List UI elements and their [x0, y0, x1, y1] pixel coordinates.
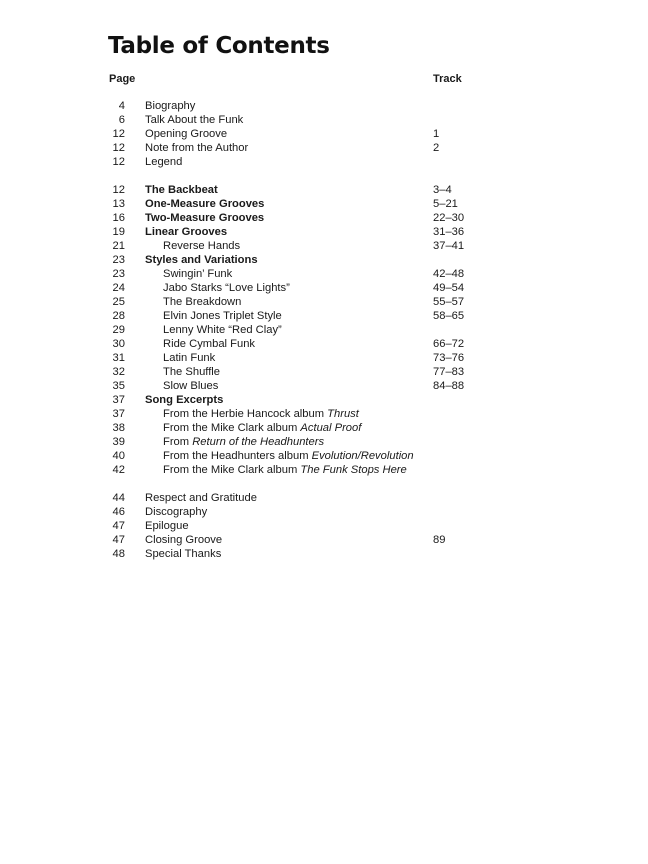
entry-page-number: 42 — [112, 464, 125, 476]
entry-title-text: Lenny White “Red Clay” — [163, 324, 282, 336]
entry-page-number: 39 — [112, 436, 125, 448]
entry-title — [145, 225, 227, 239]
entry-title-text: Styles and Variations — [145, 254, 258, 266]
toc-entry — [0, 491, 648, 505]
toc-entry — [0, 211, 648, 225]
entry-title-text: From the Mike Clark album — [163, 422, 301, 434]
entry-page-number: 31 — [112, 352, 125, 364]
entry-track-range: 77–83 — [433, 366, 465, 378]
page-title: Table of Contents — [108, 33, 330, 59]
entry-track-range: 49–54 — [433, 282, 465, 294]
toc-entry — [0, 449, 648, 463]
entry-title — [163, 295, 241, 309]
toc-entry — [0, 505, 648, 519]
entry-title-text: From the Headhunters album — [163, 450, 312, 462]
entry-page-number: 28 — [112, 310, 125, 322]
entry-title-text: Epilogue — [145, 520, 189, 532]
entry-track-range: 73–76 — [433, 352, 465, 364]
entry-track-range: 89 — [433, 534, 446, 546]
entry-album-title: Actual Proof — [300, 422, 362, 434]
contents-list — [0, 99, 648, 561]
entry-page-number: 23 — [112, 254, 125, 266]
entry-page-number: 37 — [112, 408, 125, 420]
entry-title-text: Two-Measure Grooves — [145, 212, 265, 224]
track-column-header: Track — [433, 73, 462, 85]
entry-track-range: 37–41 — [433, 240, 465, 252]
entry-title — [145, 197, 264, 211]
entry-page-number: 47 — [112, 534, 125, 546]
entry-page-number: 46 — [112, 506, 125, 518]
entry-title-text: Discography — [145, 506, 208, 518]
toc-entry — [0, 99, 648, 113]
toc-entry — [0, 533, 648, 547]
entry-title — [163, 365, 220, 379]
entry-track-range: 84–88 — [433, 380, 465, 392]
entry-page-number: 32 — [112, 366, 125, 378]
entry-track-range: 5–21 — [433, 198, 458, 210]
entry-track-range: 55–57 — [433, 296, 465, 308]
toc-entry — [0, 267, 648, 281]
entry-title — [145, 211, 264, 225]
entry-title — [163, 463, 407, 477]
entry-title-text: Jabo Starks “Love Lights” — [163, 282, 290, 294]
entry-title-text: Reverse Hands — [163, 240, 241, 252]
entry-title-text: Opening Groove — [145, 128, 228, 140]
toc-entry — [0, 113, 648, 127]
toc-entry — [0, 127, 648, 141]
entry-track-range: 58–65 — [433, 310, 465, 322]
entry-page-number: 21 — [112, 240, 125, 252]
entry-title — [145, 155, 182, 169]
entry-page-number: 24 — [112, 282, 125, 294]
entry-title-text: Closing Groove — [145, 534, 223, 546]
entry-page-number: 47 — [112, 520, 125, 532]
entry-title-text: Latin Funk — [163, 352, 216, 364]
toc-entry — [0, 435, 648, 449]
entry-title-text: Song Excerpts — [145, 394, 224, 406]
entry-title-text: Talk About the Funk — [145, 114, 244, 126]
entry-track-range: 31–36 — [433, 226, 465, 238]
entry-album-title: Evolution/Revolution — [311, 450, 414, 462]
toc-entry — [0, 379, 648, 393]
entry-title — [145, 141, 248, 155]
toc-entry — [0, 393, 648, 407]
entry-title-text: Elvin Jones Triplet Style — [163, 310, 282, 322]
entry-title-text: Special Thanks — [145, 548, 222, 560]
toc-entry — [0, 281, 648, 295]
toc-entry — [0, 337, 648, 351]
toc-entry — [0, 155, 648, 169]
entry-page-number: 6 — [118, 114, 125, 126]
entry-page-number: 12 — [112, 184, 125, 196]
entry-title — [145, 393, 223, 407]
entry-title-text: Swingin’ Funk — [163, 268, 233, 280]
entry-page-number: 12 — [112, 128, 125, 140]
toc-entry — [0, 141, 648, 155]
entry-page-number: 25 — [112, 296, 125, 308]
toc-entry — [0, 365, 648, 379]
toc-entry — [0, 253, 648, 267]
entry-title — [163, 449, 414, 463]
toc-entry — [0, 519, 648, 533]
entry-page-number: 44 — [112, 492, 125, 504]
entry-page-number: 29 — [112, 324, 125, 336]
page-column-header: Page — [109, 73, 136, 85]
entry-title — [163, 407, 359, 421]
entry-track-range: 1 — [433, 128, 440, 140]
entry-title — [145, 505, 207, 519]
entry-title — [163, 435, 324, 449]
entry-title-text: One-Measure Grooves — [145, 198, 265, 210]
toc-entry — [0, 197, 648, 211]
entry-title-text: The Backbeat — [145, 184, 218, 196]
entry-track-range: 66–72 — [433, 338, 465, 350]
toc-entry — [0, 421, 648, 435]
entry-track-range: 3–4 — [433, 184, 452, 196]
entry-title-text: From the Mike Clark album — [163, 464, 301, 476]
entry-title — [163, 239, 240, 253]
entry-title-text: From — [163, 436, 193, 448]
entry-page-number: 12 — [112, 156, 125, 168]
entry-title — [145, 183, 218, 197]
entry-page-number: 4 — [118, 100, 125, 112]
toc-entry — [0, 295, 648, 309]
toc-entry — [0, 183, 648, 197]
entry-title-text: Slow Blues — [163, 380, 219, 392]
entry-title — [163, 281, 290, 295]
entry-page-number: 13 — [112, 198, 125, 210]
toc-entry — [0, 463, 648, 477]
entry-title — [163, 323, 282, 337]
entry-title — [145, 533, 222, 547]
entry-title — [145, 519, 189, 533]
entry-title — [163, 379, 218, 393]
entry-page-number: 23 — [112, 268, 125, 280]
entry-title — [163, 309, 282, 323]
toc-entry — [0, 239, 648, 253]
entry-title-text: The Breakdown — [163, 296, 242, 308]
entry-title-text: The Shuffle — [163, 366, 221, 378]
entry-page-number: 48 — [112, 548, 125, 560]
entry-title — [145, 113, 243, 127]
entry-title — [145, 253, 258, 267]
entry-album-title: Return of the Headhunters — [192, 436, 325, 448]
entry-page-number: 30 — [112, 338, 125, 350]
entry-page-number: 19 — [112, 226, 125, 238]
entry-page-number: 12 — [112, 142, 125, 154]
entry-track-range: 22–30 — [433, 212, 465, 224]
toc-entry — [0, 323, 648, 337]
entry-title-text: Note from the Author — [145, 142, 249, 154]
entry-page-number: 37 — [112, 394, 125, 406]
entry-album-title: Thrust — [327, 408, 359, 420]
entry-page-number: 35 — [112, 380, 125, 392]
toc-entry — [0, 407, 648, 421]
entry-title-text: Respect and Gratitude — [145, 492, 257, 504]
entry-album-title: The Funk Stops Here — [300, 464, 407, 476]
entry-title-text: From the Herbie Hancock album — [163, 408, 328, 420]
entry-title — [145, 99, 195, 113]
entry-page-number: 16 — [112, 212, 125, 224]
entry-title — [145, 491, 257, 505]
entry-title — [163, 267, 232, 281]
toc-entry — [0, 225, 648, 239]
entry-track-range: 2 — [433, 142, 440, 154]
toc-entry — [0, 547, 648, 561]
toc-entry — [0, 351, 648, 365]
entry-title — [163, 337, 255, 351]
entry-title-text: Linear Grooves — [145, 226, 228, 238]
entry-page-number: 40 — [112, 450, 125, 462]
entry-title — [163, 351, 215, 365]
entry-title — [145, 127, 227, 141]
entry-page-number: 38 — [112, 422, 125, 434]
entry-title-text: Ride Cymbal Funk — [163, 338, 256, 350]
entry-title-text: Legend — [145, 156, 183, 168]
entry-track-range: 42–48 — [433, 268, 465, 280]
entry-title-text: Biography — [145, 100, 196, 112]
entry-title — [145, 547, 221, 561]
toc-entry — [0, 309, 648, 323]
entry-title — [163, 421, 361, 435]
